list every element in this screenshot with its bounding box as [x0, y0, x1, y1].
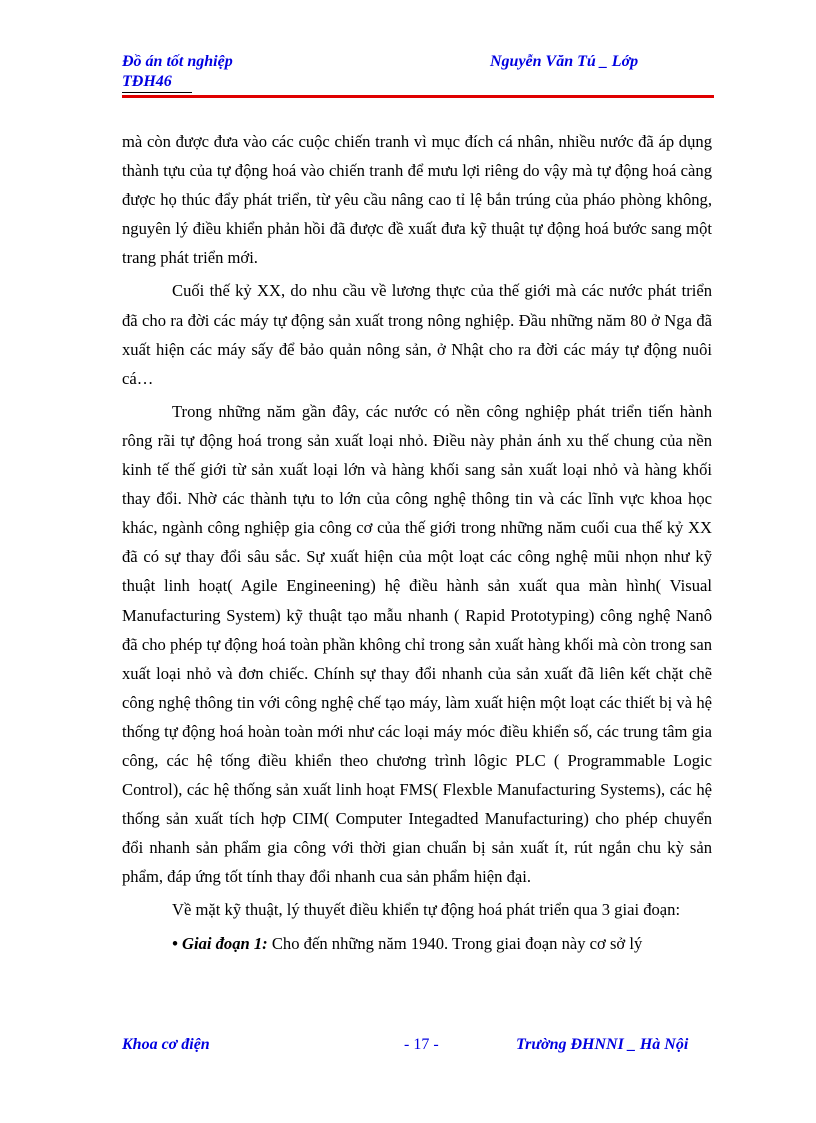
paragraph: mà còn được đưa vào các cuộc chiến tranh vì mục đích cá nhân, nhiều nước đã áp dụng thành tựu của tự động hoá vào chiến tranh để mưu lợi riêng do vậy mà tự động hoá càng được họ thúc đẩy phát triển, từ yêu cầu nâng cao tỉ lệ bắn trúng của pháo phòng không, nguyên lý điều khiển phản hồi đã được đề xuất đưa kỹ thuật tự động hoá bước sang một trang phát triển mới.	[122, 132, 712, 268]
bullet-symbol: •	[172, 933, 178, 953]
footer-page-number: - 17 -	[404, 1036, 439, 1053]
bullet-item	[122, 929, 712, 958]
header-class-code: TĐH46	[122, 73, 172, 90]
paragraph: Trong những năm gần đây, các nước có nền công nghiệp phát triển tiến hành rông rãi tự động hoá trong sản xuất loại nhỏ. Điều này phản ánh xu thế chung của nền kinh tế thế giới từ sản xuất loại lớn và hàng khối sang sản xuất loại nhỏ và hàng khối thay đổi. Nhờ các thành tựu to lớn của công nghệ thông tin và các lĩnh vực khoa học khác, ngành công nghiệp gia công cơ của thế giới trong những năm cuối cua thế kỷ XX đã có sự thay đổi sâu sắc. Sự xuất hiện của một loạt các công nghệ mũi nhọn như kỹ thuật linh hoạt( Agile Engineening) hệ điều hành sản xuất qua màn hình( Visual Manufacturing System) kỹ thuật tạo mẫu nhanh ( Rapid Prototyping) công nghệ Nanô đã cho phép tự động hoá toàn phần không chỉ trong sản xuất hàng khối mà còn trong san xuất loại nhỏ và đơn chiếc. Chính sự thay đổi nhanh của sản xuất đã liên kết chặt chẽ công nghệ thông tin với công nghệ chế tạo máy, làm xuất hiện một loạt các thiết bị và hệ thống tự động hoá hoàn toàn mới như các loại máy móc điều khiển số, các trung tâm gia công, các hệ tống điều khiển theo chương trình lôgic PLC ( Programmable Logic Control), các hệ thống sản xuất linh hoạt FMS( Flexble Manufacturing Systems), các hệ thống sản xuất tích hợp CIM( Computer Integadted Manufacturing) cho phép chuyển đổi nhanh sản phẩm gia công với thời gian chuẩn bị sản xuất ít, rút ngắn chu kỳ sản phẩm, đáp ứng tốt tính thay đổi nhanh cua sản phẩm hiện đại.	[122, 401, 712, 887]
body-text	[122, 127, 712, 962]
page-header	[122, 48, 714, 100]
page-footer	[122, 1034, 714, 1058]
bullet-text: Cho đến những năm 1940. Trong giai đoạn này cơ sở lý	[267, 933, 643, 953]
header-author: Nguyễn Văn Tú _ Lớp	[490, 53, 639, 70]
bullet-label: Giai đoạn 1:	[181, 933, 268, 953]
header-document-title: Đồ án tốt nghiệp	[122, 53, 233, 70]
footer-faculty: Khoa cơ điện	[122, 1036, 210, 1053]
paragraph: Về mặt kỹ thuật, lý thuyết điều khiển tự động hoá phát triển qua 3 giai đoạn:	[172, 900, 681, 920]
footer-university: Trường ĐHNNI _ Hà Nội	[516, 1036, 689, 1053]
header-divider	[122, 95, 714, 98]
paragraph: Cuối thế kỷ XX, do nhu cầu về lương thực của thế giới mà các nước phát triển đã cho ra đời các máy tự động sản xuất trong nông nghiệp. Đầu những năm 80 ở Nga đã xuất hiện các máy sấy để bảo quản nông sản, ở Nhật cho ra đời các máy tự động nuôi cá…	[122, 281, 712, 388]
header-underline	[122, 92, 192, 93]
